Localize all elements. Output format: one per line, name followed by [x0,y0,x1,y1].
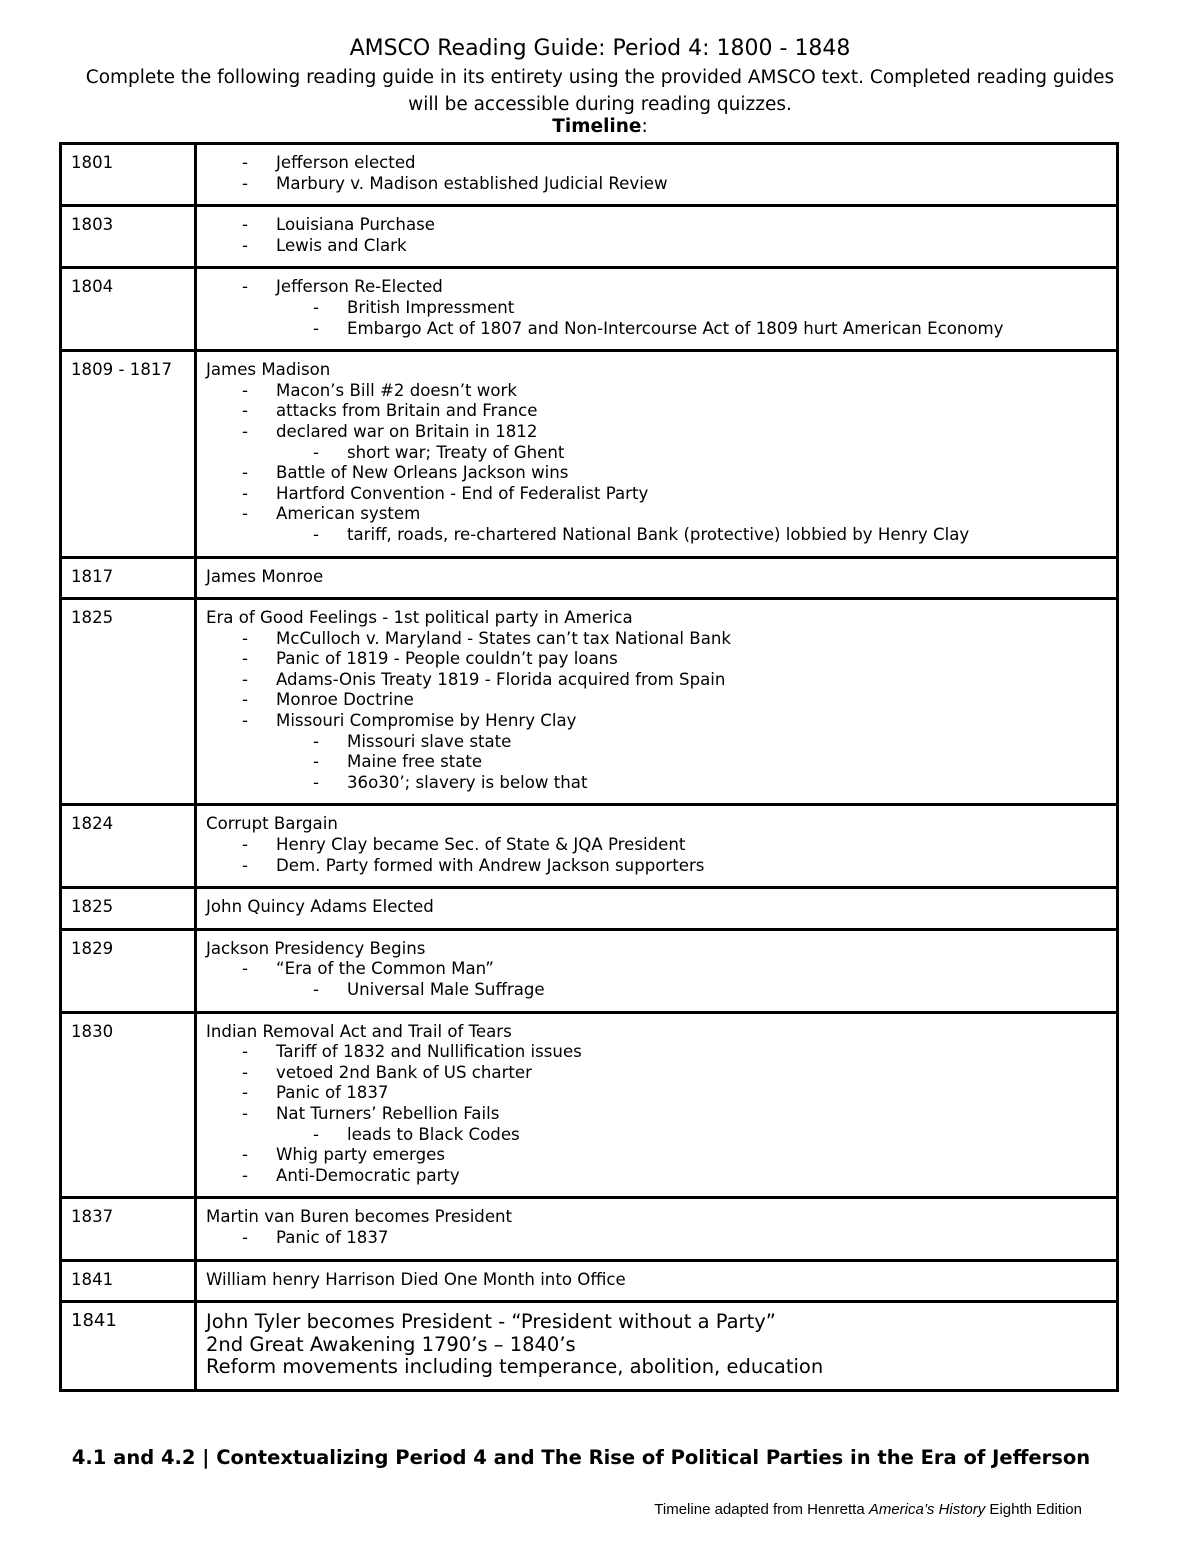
bullet-text: McCulloch v. Maryland - States can’t tax National Bank [276,628,731,648]
event-bullet [206,422,1107,443]
event-bullet [206,1104,1107,1125]
bullet-dash: - [242,1103,248,1123]
bullet-text: Nat Turners’ Rebellion Fails [276,1103,500,1123]
timeline-row [61,206,1118,268]
bullet-dash: - [242,1042,248,1062]
bullet-text: attacks from Britain and France [276,401,538,421]
timeline-year: 1809 - 1817 [61,351,196,557]
event-bullet [206,649,1107,670]
bullet-text: short war; Treaty of Ghent [347,442,565,462]
bullet-dash: - [313,980,319,999]
event-heading: Jackson Presidency Begins [206,938,426,958]
event-heading: Reform movements including temperance, abolition, education [206,1355,824,1379]
bullet-text: Maine free state [347,752,483,772]
bullet-dash: - [242,1145,248,1165]
timeline-row [61,1198,1118,1260]
bullet-text: Anti-Democratic party [276,1165,460,1185]
event-heading: Era of Good Feelings - 1st political party in America [206,608,633,628]
event-sub-bullet [206,752,1107,773]
event-heading: Indian Removal Act and Trail of Tears [206,1021,512,1041]
event-bullet [206,236,1107,257]
bullet-dash: - [242,649,248,669]
bullet-dash: - [242,1227,248,1247]
bullet-text: Lewis and Clark [276,235,407,255]
timeline-row [61,1260,1118,1302]
bullet-dash: - [313,752,319,772]
bullet-text: Universal Male Suffrage [347,980,545,999]
bullet-text: American system [276,504,421,524]
bullet-text: Panic of 1837 [276,1227,389,1247]
bullet-dash: - [242,835,248,855]
timeline-year: 1841 [61,1302,196,1391]
bullet-text: Monroe Doctrine [276,690,414,710]
bullet-text: Marbury v. Madison established Judicial Review [276,173,668,193]
event-bullet [206,1083,1107,1104]
timeline-heading [0,115,1200,139]
timeline-events [196,351,1118,557]
event-sub-bullet [206,525,1107,546]
bullet-text: Jefferson elected [276,153,416,172]
bullet-text: Henry Clay became Sec. of State & JQA President [276,835,686,855]
event-bullet [206,711,1107,732]
event-bullet [206,1042,1107,1063]
bullet-dash: - [313,524,319,544]
event-heading: John Quincy Adams Elected [206,897,434,917]
event-bullet [206,484,1107,505]
bullet-dash: - [242,959,248,979]
event-bullet [206,401,1107,422]
timeline-events [196,888,1118,930]
bullet-text: Adams-Onis Treaty 1819 - Florida acquired from Spain [276,669,726,689]
bullet-text: Tariff of 1832 and Nullification issues [276,1042,582,1062]
footer-prefix: Timeline adapted from Henretta [654,1501,869,1518]
page-title: AMSCO Reading Guide: Period 4: 1800 - 1848 [349,36,851,61]
bullet-dash: - [313,297,319,317]
bullet-text: Dem. Party formed with Andrew Jackson supporters [276,855,705,875]
bullet-dash: - [242,1165,248,1185]
event-heading: James Madison [206,360,331,380]
bullet-dash: - [313,772,319,792]
timeline-year: 1824 [61,805,196,888]
event-bullet [206,504,1107,525]
event-sub-bullet [206,443,1107,464]
bullet-dash: - [242,235,248,255]
bullet-dash: - [242,483,248,503]
bullet-dash: - [242,690,248,710]
bullet-dash: - [242,153,248,172]
bullet-dash: - [242,463,248,483]
event-bullet [206,1145,1107,1166]
event-bullet [206,215,1107,236]
event-bullet [206,959,1107,980]
bullet-text: Battle of New Orleans Jackson wins [276,463,569,483]
timeline-row [61,351,1118,557]
timeline-events [196,144,1118,206]
bullet-text: 36o30’; slavery is below that [347,772,588,792]
section-heading: 4.1 and 4.2 | Contextualizing Period 4 and The Rise of Political Parties in the Era of Jefferson [71,1446,1091,1469]
timeline-events [196,805,1118,888]
event-bullet [206,670,1107,691]
timeline-heading-label: Timeline [552,116,642,137]
timeline-row [61,929,1118,1012]
event-sub-bullet [206,298,1107,319]
event-sub-bullet [206,773,1107,794]
event-sub-bullet [206,319,1107,340]
footer-citation [654,1500,1082,1520]
timeline-events [196,1260,1118,1302]
bullet-dash: - [242,173,248,193]
timeline-events [196,599,1118,805]
timeline-row [61,268,1118,351]
timeline-row [61,144,1118,206]
bullet-text: Whig party emerges [276,1145,445,1165]
bullet-text: Missouri slave state [347,731,512,751]
timeline-year: 1829 [61,929,196,1012]
timeline-events [196,557,1118,599]
event-heading: John Tyler becomes President - “President without a Party” [206,1310,776,1334]
event-bullet [206,1063,1107,1084]
event-heading: Martin van Buren becomes President [206,1207,513,1227]
event-bullet [206,153,1107,174]
event-heading: 2nd Great Awakening 1790’s – 1840’s [206,1332,576,1356]
bullet-dash: - [313,318,319,338]
event-bullet [206,1228,1107,1249]
bullet-text: Hartford Convention - End of Federalist Party [276,483,649,503]
event-bullet [206,856,1107,877]
event-heading: Corrupt Bargain [206,814,338,834]
event-bullet [206,277,1107,298]
timeline-events [196,206,1118,268]
timeline-row [61,805,1118,888]
timeline-year: 1825 [61,599,196,805]
bullet-dash: - [242,711,248,731]
bullet-text: Jefferson Re-Elected [276,277,443,297]
timeline-row [61,1302,1118,1391]
timeline-row [61,557,1118,599]
timeline-heading-colon: : [641,116,648,137]
event-bullet [206,629,1107,650]
event-bullet [206,1166,1107,1187]
bullet-dash: - [242,401,248,421]
bullet-dash: - [242,628,248,648]
event-heading: William henry Harrison Died One Month into Office [206,1269,626,1289]
event-bullet [206,381,1107,402]
timeline-row [61,599,1118,805]
event-bullet [206,174,1107,195]
timeline-year: 1841 [61,1260,196,1302]
timeline-year: 1817 [61,557,196,599]
timeline-year: 1803 [61,206,196,268]
footer-suffix: Eighth Edition [985,1501,1082,1518]
timeline-events [196,268,1118,351]
timeline-year: 1830 [61,1012,196,1198]
bullet-dash: - [242,504,248,524]
bullet-text: vetoed 2nd Bank of US charter [276,1062,532,1082]
bullet-text: Panic of 1837 [276,1083,389,1103]
event-sub-bullet [206,732,1107,753]
timeline-events [196,1012,1118,1198]
timeline-row [61,888,1118,930]
timeline-events [196,1198,1118,1260]
bullet-text: Missouri Compromise by Henry Clay [276,711,577,731]
bullet-dash: - [242,421,248,441]
bullet-dash: - [242,669,248,689]
bullet-text: declared war on Britain in 1812 [276,421,538,441]
bullet-text: leads to Black Codes [347,1124,520,1144]
bullet-dash: - [242,1062,248,1082]
bullet-dash: - [242,277,248,297]
timeline-year: 1804 [61,268,196,351]
event-heading: James Monroe [206,566,324,586]
timeline-year: 1837 [61,1198,196,1260]
footer-book-title: America’s History [868,1501,986,1518]
bullet-dash: - [242,215,248,235]
bullet-dash: - [242,1083,248,1103]
event-sub-bullet [206,1125,1107,1146]
bullet-text: “Era of the Common Man” [276,959,494,979]
timeline-events [196,1302,1118,1391]
timeline-year: 1801 [61,144,196,206]
event-bullet [206,463,1107,484]
bullet-text: Macon’s Bill #2 doesn’t work [276,380,517,400]
event-bullet [206,835,1107,856]
bullet-text: Louisiana Purchase [276,215,435,235]
timeline-table [59,142,1119,1392]
bullet-dash: - [242,380,248,400]
bullet-dash: - [313,442,319,462]
timeline-events [196,929,1118,1012]
bullet-text: Embargo Act of 1807 and Non-Intercourse Act of 1809 hurt American Economy [347,318,1004,338]
timeline-row [61,1012,1118,1198]
bullet-dash: - [242,855,248,875]
event-sub-bullet [206,980,1107,1001]
bullet-dash: - [313,731,319,751]
bullet-dash: - [313,1124,319,1144]
timeline-year: 1825 [61,888,196,930]
instructions-text: Complete the following reading guide in its entirety using the provided AMSCO text. Completed reading guides will be accessible during reading quizzes. [85,67,1115,115]
bullet-text: tariff, roads, re-chartered National Bank (protective) lobbied by Henry Clay [347,524,970,544]
bullet-text: Panic of 1819 - People couldn’t pay loans [276,649,618,669]
bullet-text: British Impressment [347,297,515,317]
event-bullet [206,690,1107,711]
